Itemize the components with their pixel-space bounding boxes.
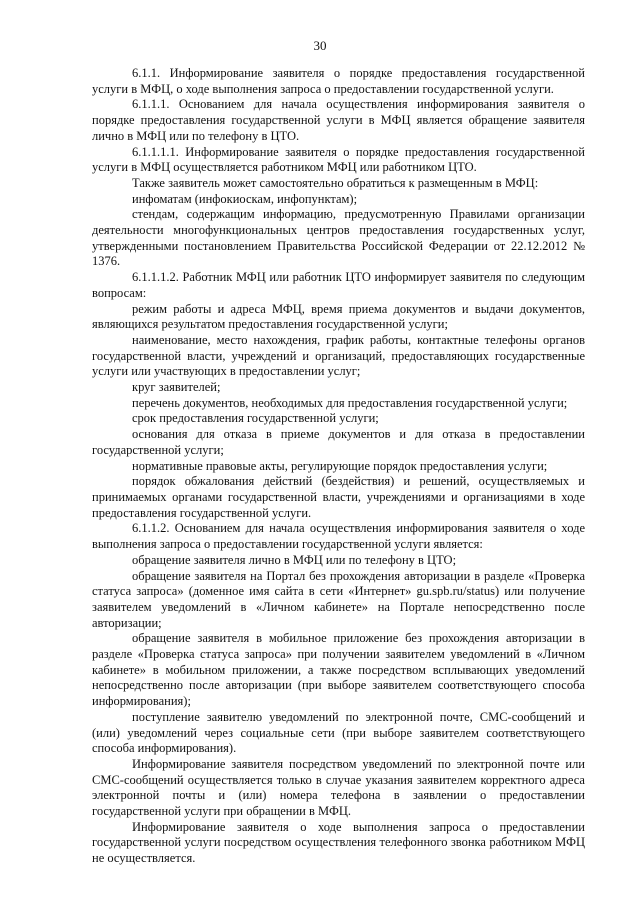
- list-item-applicants: круг заявителей;: [132, 380, 221, 395]
- list-item-portal: обращение заявителя на Портал без прохождения авторизации в разделе «Проверка статуса запроса» (доменное имя сайта в сети «Интернет» gu.spb.ru/status) или получение заявителем уведомлений в «Личном кабинете» на Портале непосредственно после авторизации;: [92, 568, 585, 630]
- paragraph-6-1-1: 6.1.1. Информирование заявителя о порядке предоставления государственной услуги в МФЦ, о ходе выполнения запроса о предоставлении государственной услуги.: [92, 66, 585, 96]
- list-item-term: срок предоставления государственной услуги;: [132, 411, 379, 426]
- list-item-appeal-procedure: порядок обжалования действий (бездействия) и решений, осуществляемых и принимаемых органами государственной власти, учреждениями и организациями в ходе предоставления государственной услуги.: [92, 474, 585, 520]
- list-item-work-schedule: режим работы и адреса МФЦ, время приема документов и выдачи документов, являющихся результатом предоставления государственной услуги;: [92, 301, 585, 332]
- paragraph-6-1-1-1-2: 6.1.1.1.2. Работник МФЦ или работник ЦТО информирует заявителя по следующим вопросам:: [92, 270, 585, 300]
- list-item-authorities-contacts: наименование, место нахождения, график работы, контактные телефоны органов государственной власти, учреждений и организаций, предоставляющих государственные услуги или участвующих в предоставлении услуг;: [92, 332, 585, 379]
- list-item-stands: стендам, содержащим информацию, предусмотренную Правилами организации деятельности многофункциональных центров предоставления государственных услуг, утвержденными постановлением Правительства Российской Федерации от 22.12.2012 № 1376.: [92, 207, 585, 269]
- paragraph-no-phone-call: Информирование заявителя о ходе выполнения запроса о предоставлении государственной услуги посредством осуществления телефонного звонка работником МФЦ не осуществляется.: [92, 819, 585, 866]
- document-body: [92, 66, 585, 867]
- list-item-refusal-grounds: основания для отказа в приеме документов и для отказа в предоставлении государственной услуги;: [92, 427, 585, 457]
- list-item-personal-or-phone: обращение заявителя лично в МФЦ или по телефону в ЦТО;: [132, 552, 457, 567]
- list-item-infomats: инфоматам (инфокиоскам, инфопунктам);: [132, 191, 358, 206]
- paragraph-self-service-intro: Также заявитель может самостоятельно обратиться к размещенным в МФЦ:: [132, 175, 539, 190]
- paragraph-6-1-1-2: 6.1.1.2. Основанием для начала осуществления информирования заявителя о ходе выполнения запроса о предоставлении государственной услуги является:: [92, 521, 585, 552]
- list-item-notifications: поступление заявителю уведомлений по электронной почте, СМС-сообщений и (или) уведомлений через социальные сети (при выборе заявителем соответствующего способа информирования).: [92, 709, 585, 756]
- paragraph-6-1-1-1: 6.1.1.1. Основанием для начала осуществления информирования заявителя о порядке предоставления государственной услуги в МФЦ является обращение заявителя лично в МФЦ или по телефону в ЦТО.: [92, 97, 585, 143]
- list-item-documents: перечень документов, необходимых для предоставления государственной услуги;: [132, 395, 568, 410]
- list-item-legal-acts: нормативные правовые акты, регулирующие порядок предоставления услуги;: [132, 458, 548, 473]
- page-number: 30: [313, 38, 327, 53]
- list-item-mobile-app: обращение заявителя в мобильное приложение без прохождения авторизации в разделе «Проверка статуса запроса» при получении заявителем уведомлений в «Личном кабинете» в мобильном приложении, а также посредством всплывающих уведомлений непосредственно после авторизации (при выборе заявителем соответствующего способа информирования);: [92, 631, 585, 709]
- paragraph-email-sms-informing: Информирование заявителя посредством уведомлений по электронной почте или СМС-сообщений осуществляется только в случае указания заявителем корректного адреса электронной почты и (или) номера телефона в заявлении о предоставлении государственной услуги при обращении в МФЦ.: [92, 756, 585, 819]
- paragraph-6-1-1-1-1: 6.1.1.1.1. Информирование заявителя о порядке предоставления государственной услуги в МФЦ осуществляется работником МФЦ или работником ЦТО.: [92, 144, 585, 175]
